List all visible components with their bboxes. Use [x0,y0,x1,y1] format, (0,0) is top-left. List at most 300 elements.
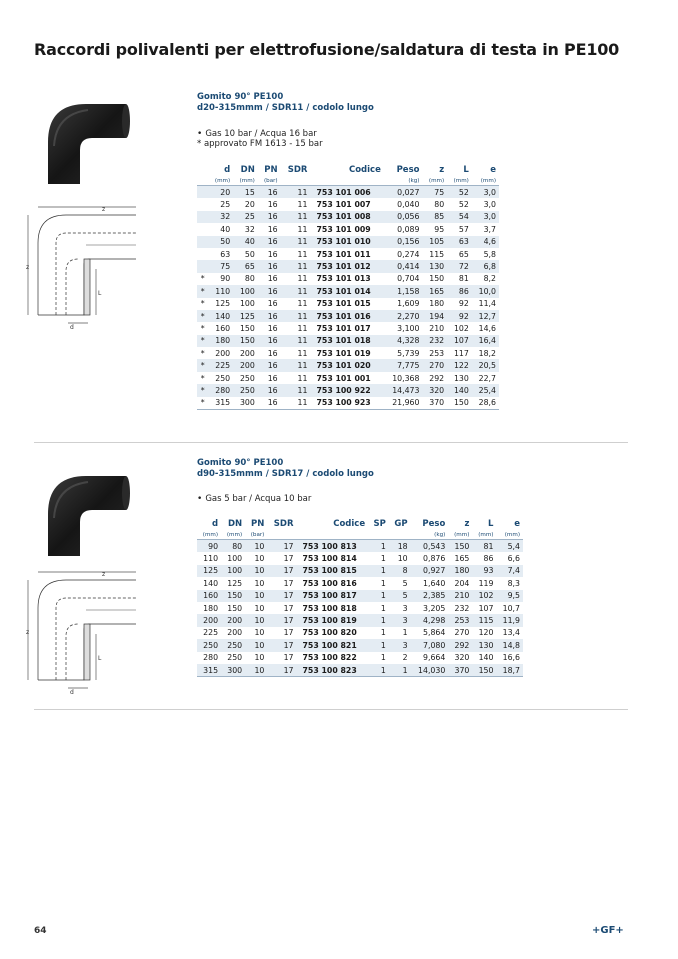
table-cell: 280 [203,653,219,663]
product-notes-1 [197,129,323,149]
table-cell: 225 [208,359,233,371]
table-cell: 11 [281,285,311,297]
table-cell: 3,100 [397,323,420,333]
table-cell: 300 [233,397,258,410]
column-unit: (bar) [258,176,281,186]
product-title-1-line1: Gomito 90° PE100 [197,92,284,102]
table-cell: 753 101 018 [310,335,383,347]
column-header: e [514,519,520,529]
table-cell: 17 [267,565,296,577]
table-cell: 100 [227,554,243,564]
table-cell: 81 [458,274,469,284]
drawing-label-L: L [98,655,102,662]
table-cell: 753 101 015 [316,299,371,309]
table-cell: 10,368 [392,373,420,383]
table-cell: 7,775 [384,359,423,371]
column-unit [310,176,383,186]
table-cell: 9,664 [423,653,446,663]
product-title-2-line2: d90-315mmm / SDR17 / codolo lungo [197,469,374,479]
column-unit: (bar) [245,530,267,540]
table-cell: 160 [197,590,221,602]
table-cell: 200 [239,348,255,358]
table-cell: * [197,384,208,396]
table-cell: 6,6 [507,554,520,564]
column-header: d [224,165,231,175]
column-unit: (mm) [208,176,233,186]
table-cell: 753 100 815 [297,565,369,577]
table-cell: 753 100 817 [297,590,369,602]
table-cell: 753 101 006 [310,186,383,199]
table-cell: 115 [429,249,445,259]
table-cell: 0,027 [384,186,423,199]
table-cell: 11,4 [478,299,496,309]
table-cell: 194 [422,310,447,322]
table-cell: 120 [478,628,494,638]
column-unit: (mm) [448,530,472,540]
table-cell: 18 [389,540,411,553]
table-cell: 16 [267,323,278,333]
column-header: GP [394,519,408,529]
table-cell: 0,543 [411,540,449,553]
column-header: PN [264,165,278,175]
table-cell: 753 100 819 [297,614,369,626]
table-cell: 17 [267,590,296,602]
drawing-label-z-top: z [102,571,106,578]
table-cell: 125 [233,310,258,322]
table-cell: 1 [380,653,386,663]
table-cell: 130 [422,260,447,272]
table-row [197,664,523,677]
table-cell: 72 [447,260,472,272]
table-cell: 1 [368,639,389,651]
table-cell: 25,4 [472,384,499,396]
table-cell: 125 [227,578,243,588]
table-row [197,540,523,553]
table-row [197,335,499,347]
table-cell: 16 [267,299,278,309]
table-cell: 17 [267,664,296,677]
table-cell: 11 [281,310,311,322]
table-cell: 180 [208,335,233,347]
table-cell: 1 [368,565,389,577]
table-cell: 1 [368,540,389,553]
column-unit [297,530,369,540]
table-cell: 8,3 [507,578,520,588]
table-cell: 11 [297,373,308,383]
table-cell: 17 [283,554,294,564]
column-header: SDR [273,519,294,529]
table-cell: 5,739 [397,348,420,358]
table-cell: 753 101 011 [316,249,371,259]
table-cell: 200 [215,348,231,358]
table-cell: 200 [221,614,245,626]
table-cell: 753 100 820 [302,628,357,638]
table-cell: 370 [422,397,447,410]
table-cell: 200 [227,628,243,638]
table-cell: 232 [454,603,470,613]
table-cell: 0,704 [397,274,420,284]
table-cell: 753 101 020 [310,359,383,371]
column-header: e [490,165,496,175]
table-cell: 1 [380,554,386,564]
table-cell: 119 [478,578,494,588]
table-cell: 150 [429,274,445,284]
table-cell: 2,270 [384,310,423,322]
approval-note-1: * approvato FM 1613 - 15 bar [197,139,323,149]
table-cell: 90 [197,540,221,553]
product-title-2-line1: Gomito 90° PE100 [197,458,284,468]
table-cell [197,248,208,260]
table-cell: 65 [458,249,469,259]
table-cell: * [200,323,205,333]
table-cell: 16 [267,249,278,259]
table-cell: 1 [380,628,386,638]
pressure-note-2: Gas 5 bar / Acqua 10 bar [205,494,312,504]
table-cell: 17 [267,614,296,626]
table-cell: 753 101 001 [316,373,371,383]
table-cell: 11,9 [496,614,523,626]
page-title: Raccordi polivalenti per elettrofusione/saldatura di testa in PE100 [34,40,620,59]
elbow-product-photo [40,470,130,556]
table-cell: 16 [258,285,281,297]
table-cell: 10 [245,565,267,577]
column-unit: (kg) [384,176,423,186]
table-row [197,186,499,199]
table-cell: 250 [239,373,255,383]
column-unit: (mm) [422,176,447,186]
table-cell: 75 [208,260,233,272]
table-cell: 14,030 [411,664,449,677]
table-cell: 753 101 017 [316,323,371,333]
table-cell: 9,5 [496,590,523,602]
table-cell: 3 [389,639,411,651]
table-cell: 5 [389,590,411,602]
table-cell: 10 [254,653,265,663]
table-cell: 253 [448,614,472,626]
data-table-sdr17 [197,518,523,677]
column-unit: (mm) [447,176,472,186]
table-cell: 250 [197,639,221,651]
table-cell: 25 [233,211,258,223]
table-cell: 17 [283,578,294,588]
table-cell: 11 [297,249,308,259]
drawing-label-z-side: z [26,629,30,636]
data-table-sdr11 [197,164,499,410]
table-row [197,236,499,248]
table-cell: 85 [422,211,447,223]
table-cell: 753 100 923 [310,397,383,410]
table-cell: 5,8 [483,249,496,259]
table-cell: 753 101 014 [310,285,383,297]
column-unit: (kg) [411,530,449,540]
table-cell: 32 [244,224,255,234]
table-cell: 16,4 [472,335,499,347]
elbow-product-photo [40,98,130,184]
table-cell: 753 100 814 [302,554,357,564]
table-cell [197,211,208,223]
table-cell: 3,0 [472,186,499,199]
table-cell: 125 [215,299,231,309]
table-cell: * [200,348,205,358]
table-cell: 125 [197,565,221,577]
table-row [197,310,499,322]
section-divider [34,442,628,443]
table-cell: 1 [380,603,386,613]
table-cell: 180 [203,603,219,613]
table-cell: 100 [221,565,245,577]
table-cell: 140 [447,384,472,396]
table-cell: * [197,285,208,297]
table-cell: 8 [389,565,411,577]
table-cell [197,236,208,248]
table-cell: 10 [245,614,267,626]
table-row [197,298,499,310]
column-header: DN [227,519,243,529]
table-cell: 753 100 823 [297,664,369,677]
table-cell: 753 101 012 [310,260,383,272]
table-cell: 10 [245,639,267,651]
table-cell: 11 [297,224,308,234]
table-cell: 753 101 013 [316,274,371,284]
bullet-icon: • [197,129,203,139]
table-cell: 107 [447,335,472,347]
table-cell: 17 [283,653,294,663]
table-cell: 18,7 [496,664,523,677]
table-cell: 0,156 [384,236,423,248]
table-cell: 20 [244,200,255,210]
table-cell: 753 101 019 [316,348,371,358]
table-row [197,273,499,285]
product-title-1 [197,92,374,114]
table-cell: 4,6 [472,236,499,248]
column-unit: (mm) [221,530,245,540]
table-cell: 10 [397,554,408,564]
table-cell: 250 [233,384,258,396]
table-cell: 210 [429,323,445,333]
table-row [197,639,523,651]
table-cell: 1 [368,664,389,677]
table-row [197,590,523,602]
table-cell: 250 [221,639,245,651]
column-header: z [439,165,445,175]
table-cell: 57 [458,224,469,234]
table-cell [197,260,208,272]
table-cell: 1 [368,614,389,626]
table-cell: 11 [281,236,311,248]
table-cell: 3 [402,603,408,613]
column-unit: (mm) [197,530,221,540]
table-cell: 1,158 [384,285,423,297]
table-cell: 16 [258,211,281,223]
table-cell: 20,5 [472,359,499,371]
table-cell: * [200,373,205,383]
table-cell: 11 [297,299,308,309]
table-cell: 11 [297,323,308,333]
table-cell: 117 [453,348,469,358]
drawing-label-z-top: z [102,206,106,213]
column-unit [368,530,389,540]
column-unit [197,176,208,186]
table-cell: 3,7 [483,224,496,234]
table-cell: 2,385 [411,590,449,602]
table-cell: 11 [281,359,311,371]
table-cell: 200 [197,614,221,626]
table-row [197,198,499,210]
product-title-2 [197,458,374,480]
table-cell: 122 [447,359,472,371]
table-cell: 10,0 [472,285,499,297]
table-cell: 253 [429,348,445,358]
table-cell: 320 [422,384,447,396]
table-cell: * [200,274,205,284]
table-cell: 21,960 [384,397,423,410]
table-cell: 1 [380,578,386,588]
table-cell: 14,6 [478,323,496,333]
table-cell: 150 [239,323,255,333]
table-cell: 270 [422,359,447,371]
column-unit [267,530,296,540]
table-cell: 292 [429,373,445,383]
table-cell: 105 [422,236,447,248]
table-cell: 225 [203,628,219,638]
table-cell: 7,4 [496,565,523,577]
elbow-technical-drawing [26,568,142,696]
column-unit [389,530,411,540]
table-cell: 13,4 [502,628,520,638]
table-cell: 753 100 822 [302,653,357,663]
table-cell: 140 [208,310,233,322]
product-notes-2 [197,494,311,504]
table-row [197,211,499,223]
table-cell: 315 [197,664,221,677]
table-row [197,248,499,260]
column-header: Codice [348,165,381,175]
table-cell: 0,414 [384,260,423,272]
table-cell: 0,274 [397,249,420,259]
column-header: z [464,519,470,529]
table-cell: 80 [221,540,245,553]
table-cell: 12,7 [472,310,499,322]
table-cell: * [197,359,208,371]
table-cell: 150 [233,335,258,347]
column-header: SP [373,519,386,529]
table-cell: 300 [221,664,245,677]
table-cell: * [197,335,208,347]
table-cell: 1 [402,628,408,638]
table-cell: * [200,299,205,309]
table-row [197,384,499,396]
table-row [197,223,499,235]
table-cell: 86 [483,554,494,564]
table-cell: 753 101 008 [310,211,383,223]
column-header: Peso [396,165,420,175]
table-cell: 52 [458,200,469,210]
table-cell: 3,0 [472,211,499,223]
table-cell: 40 [233,236,258,248]
table-cell: 10 [254,554,265,564]
table-cell: 11 [281,211,311,223]
column-header: DN [240,165,255,175]
table-cell: 65 [233,260,258,272]
table-cell: 250 [227,653,243,663]
table-cell: 5,4 [496,540,523,553]
drawing-label-d: d [70,324,74,331]
table-cell: 753 101 016 [310,310,383,322]
table-cell: 6,8 [472,260,499,272]
table-cell: 17 [267,540,296,553]
table-cell: 17 [267,639,296,651]
table-header-row [197,518,523,530]
product-title-1-line2: d20-315mmm / SDR11 / codolo lungo [197,103,374,113]
table-cell: 180 [429,299,445,309]
table-cell: 15 [233,186,258,199]
table-cell: 753 100 818 [302,603,357,613]
table-cell: 180 [448,565,472,577]
table-cell: 0,040 [397,200,420,210]
table-cell: 320 [454,653,470,663]
table-cell: 22,7 [478,373,496,383]
column-header: PN [251,519,265,529]
table-cell: 165 [454,554,470,564]
table-cell: 753 101 010 [310,236,383,248]
table-cell: 1 [368,590,389,602]
table-cell: 102 [453,323,469,333]
table-cell: 0,876 [423,554,446,564]
table-cell: 2 [402,653,408,663]
table-cell: 11 [297,348,308,358]
table-cell: 140 [203,578,219,588]
table-cell: 0,056 [384,211,423,223]
table-cell: 10 [254,578,265,588]
table-cell: 75 [422,186,447,199]
table-cell: 10 [245,540,267,553]
table-cell: 165 [422,285,447,297]
table-cell: 80 [434,200,445,210]
table-cell: * [197,310,208,322]
table-cell: 753 100 922 [310,384,383,396]
section-divider [34,709,628,710]
table-cell: 3 [389,614,411,626]
table-cell: 11 [297,274,308,284]
table-cell: 16 [258,236,281,248]
gf-logo: +GF+ [592,925,624,936]
table-header-row [197,164,499,176]
table-cell: 50 [244,249,255,259]
table-cell: 63 [447,236,472,248]
table-cell: 17 [283,603,294,613]
drawing-label-L: L [98,290,102,297]
table-cell: 753 100 816 [302,578,357,588]
table-cell: 200 [233,359,258,371]
table-cell: 130 [472,639,496,651]
table-cell: 16 [258,359,281,371]
table-cell: * [197,397,208,410]
table-cell: 10 [254,628,265,638]
table-cell: 4,298 [411,614,449,626]
table-cell: 16 [267,348,278,358]
table-cell: 16 [258,335,281,347]
column-unit [281,176,311,186]
table-cell: 54 [447,211,472,223]
table-cell: 11 [281,335,311,347]
column-header [197,164,208,176]
table-cell: 150 [221,590,245,602]
table-cell: 130 [453,373,469,383]
table-cell: 5 [402,578,408,588]
page-number: 64 [34,926,47,936]
table-cell: 93 [472,565,496,577]
table-cell: 110 [208,285,233,297]
